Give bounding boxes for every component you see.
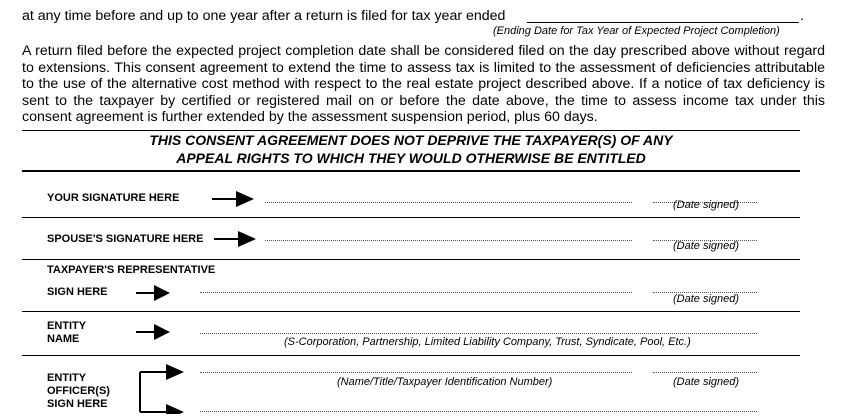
entity-officer-label-line-3: SIGN HERE	[47, 398, 108, 410]
intro-period: .	[800, 8, 804, 24]
entity-name-field[interactable]	[200, 319, 757, 333]
ending-date-underline	[527, 22, 799, 23]
spouse-signature-field[interactable]	[265, 226, 632, 240]
representative-sign-label: SIGN HERE	[47, 286, 108, 298]
representative-heading: TAXPAYER'S REPRESENTATIVE	[47, 264, 216, 276]
ending-date-field[interactable]	[527, 8, 799, 22]
representative-date-field[interactable]	[653, 278, 757, 292]
spouse-date-field[interactable]	[653, 226, 757, 240]
entity-name-label	[47, 320, 86, 346]
bracket-arrow-icon	[132, 364, 192, 414]
entity-officer-label-line-2: OFFICER(S)	[47, 385, 110, 397]
officer-second-line	[200, 411, 757, 412]
entity-name-line	[200, 333, 757, 334]
arrow-right-icon	[136, 324, 172, 340]
officer-name-line	[200, 372, 632, 373]
spouse-signature-line	[265, 240, 632, 241]
your-date-caption: (Date signed)	[673, 199, 740, 211]
officer-date-field[interactable]	[653, 358, 757, 372]
officer-date-line	[653, 372, 757, 373]
notice-line-1: THIS CONSENT AGREEMENT DOES NOT DEPRIVE THE TAXPAYER(S) OF ANY	[149, 132, 673, 148]
row-divider-4	[22, 355, 800, 356]
spouse-signature-label: SPOUSE'S SIGNATURE HERE	[47, 233, 204, 245]
arrow-right-icon	[212, 191, 256, 207]
representative-signature-field[interactable]	[200, 278, 632, 292]
row-divider-2	[22, 259, 800, 260]
representative-date-caption: (Date signed)	[673, 293, 740, 305]
officer-second-field[interactable]	[200, 397, 757, 411]
your-signature-line	[265, 202, 632, 203]
officer-name-field[interactable]	[200, 358, 632, 372]
intro-text: at any time before and up to one year after a return is filed for tax year ended	[22, 8, 506, 24]
entity-name-label-line-2: NAME	[47, 333, 80, 345]
representative-signature-line	[200, 292, 632, 293]
notice-bottom-rule	[22, 170, 800, 172]
entity-officer-label-line-1: ENTITY	[47, 372, 87, 384]
notice-heading	[22, 131, 800, 167]
consent-paragraph: A return filed before the expected project completion date shall be considered filed on the day prescribed above without regard to extensions. This consent agreement to extend the time to assess tax is limited to the assessment of deficiencies attributable to the use of the alternative cost method with respect to the real estate project described above. If a notice of tax deficiency is sent to the taxpayer by certified or registered mail on or before the date above, the time to assess income tax under this consent agreement is further extended by the assessment suspension period, plus 60 days.	[22, 43, 825, 126]
row-divider-1	[22, 217, 800, 218]
spouse-date-caption: (Date signed)	[673, 240, 740, 252]
arrow-right-icon	[214, 231, 258, 247]
your-signature-field[interactable]	[265, 188, 632, 202]
entity-types-caption: (S-Corporation, Partnership, Limited Liability Company, Trust, Syndicate, Pool, Etc.)	[284, 336, 691, 348]
arrow-right-icon	[136, 285, 172, 301]
ending-date-caption: (Ending Date for Tax Year of Expected Project Completion)	[493, 25, 780, 37]
name-title-caption: (Name/Title/Taxpayer Identification Number)	[337, 376, 553, 388]
notice-line-2: APPEAL RIGHTS TO WHICH THEY WOULD OTHERWISE BE ENTITLED	[176, 150, 646, 166]
your-signature-label: YOUR SIGNATURE HERE	[47, 192, 180, 204]
entity-officer-label	[47, 372, 110, 411]
officer-date-caption: (Date signed)	[673, 376, 740, 388]
row-divider-3	[22, 311, 800, 312]
entity-name-label-line-1: ENTITY	[47, 320, 87, 332]
